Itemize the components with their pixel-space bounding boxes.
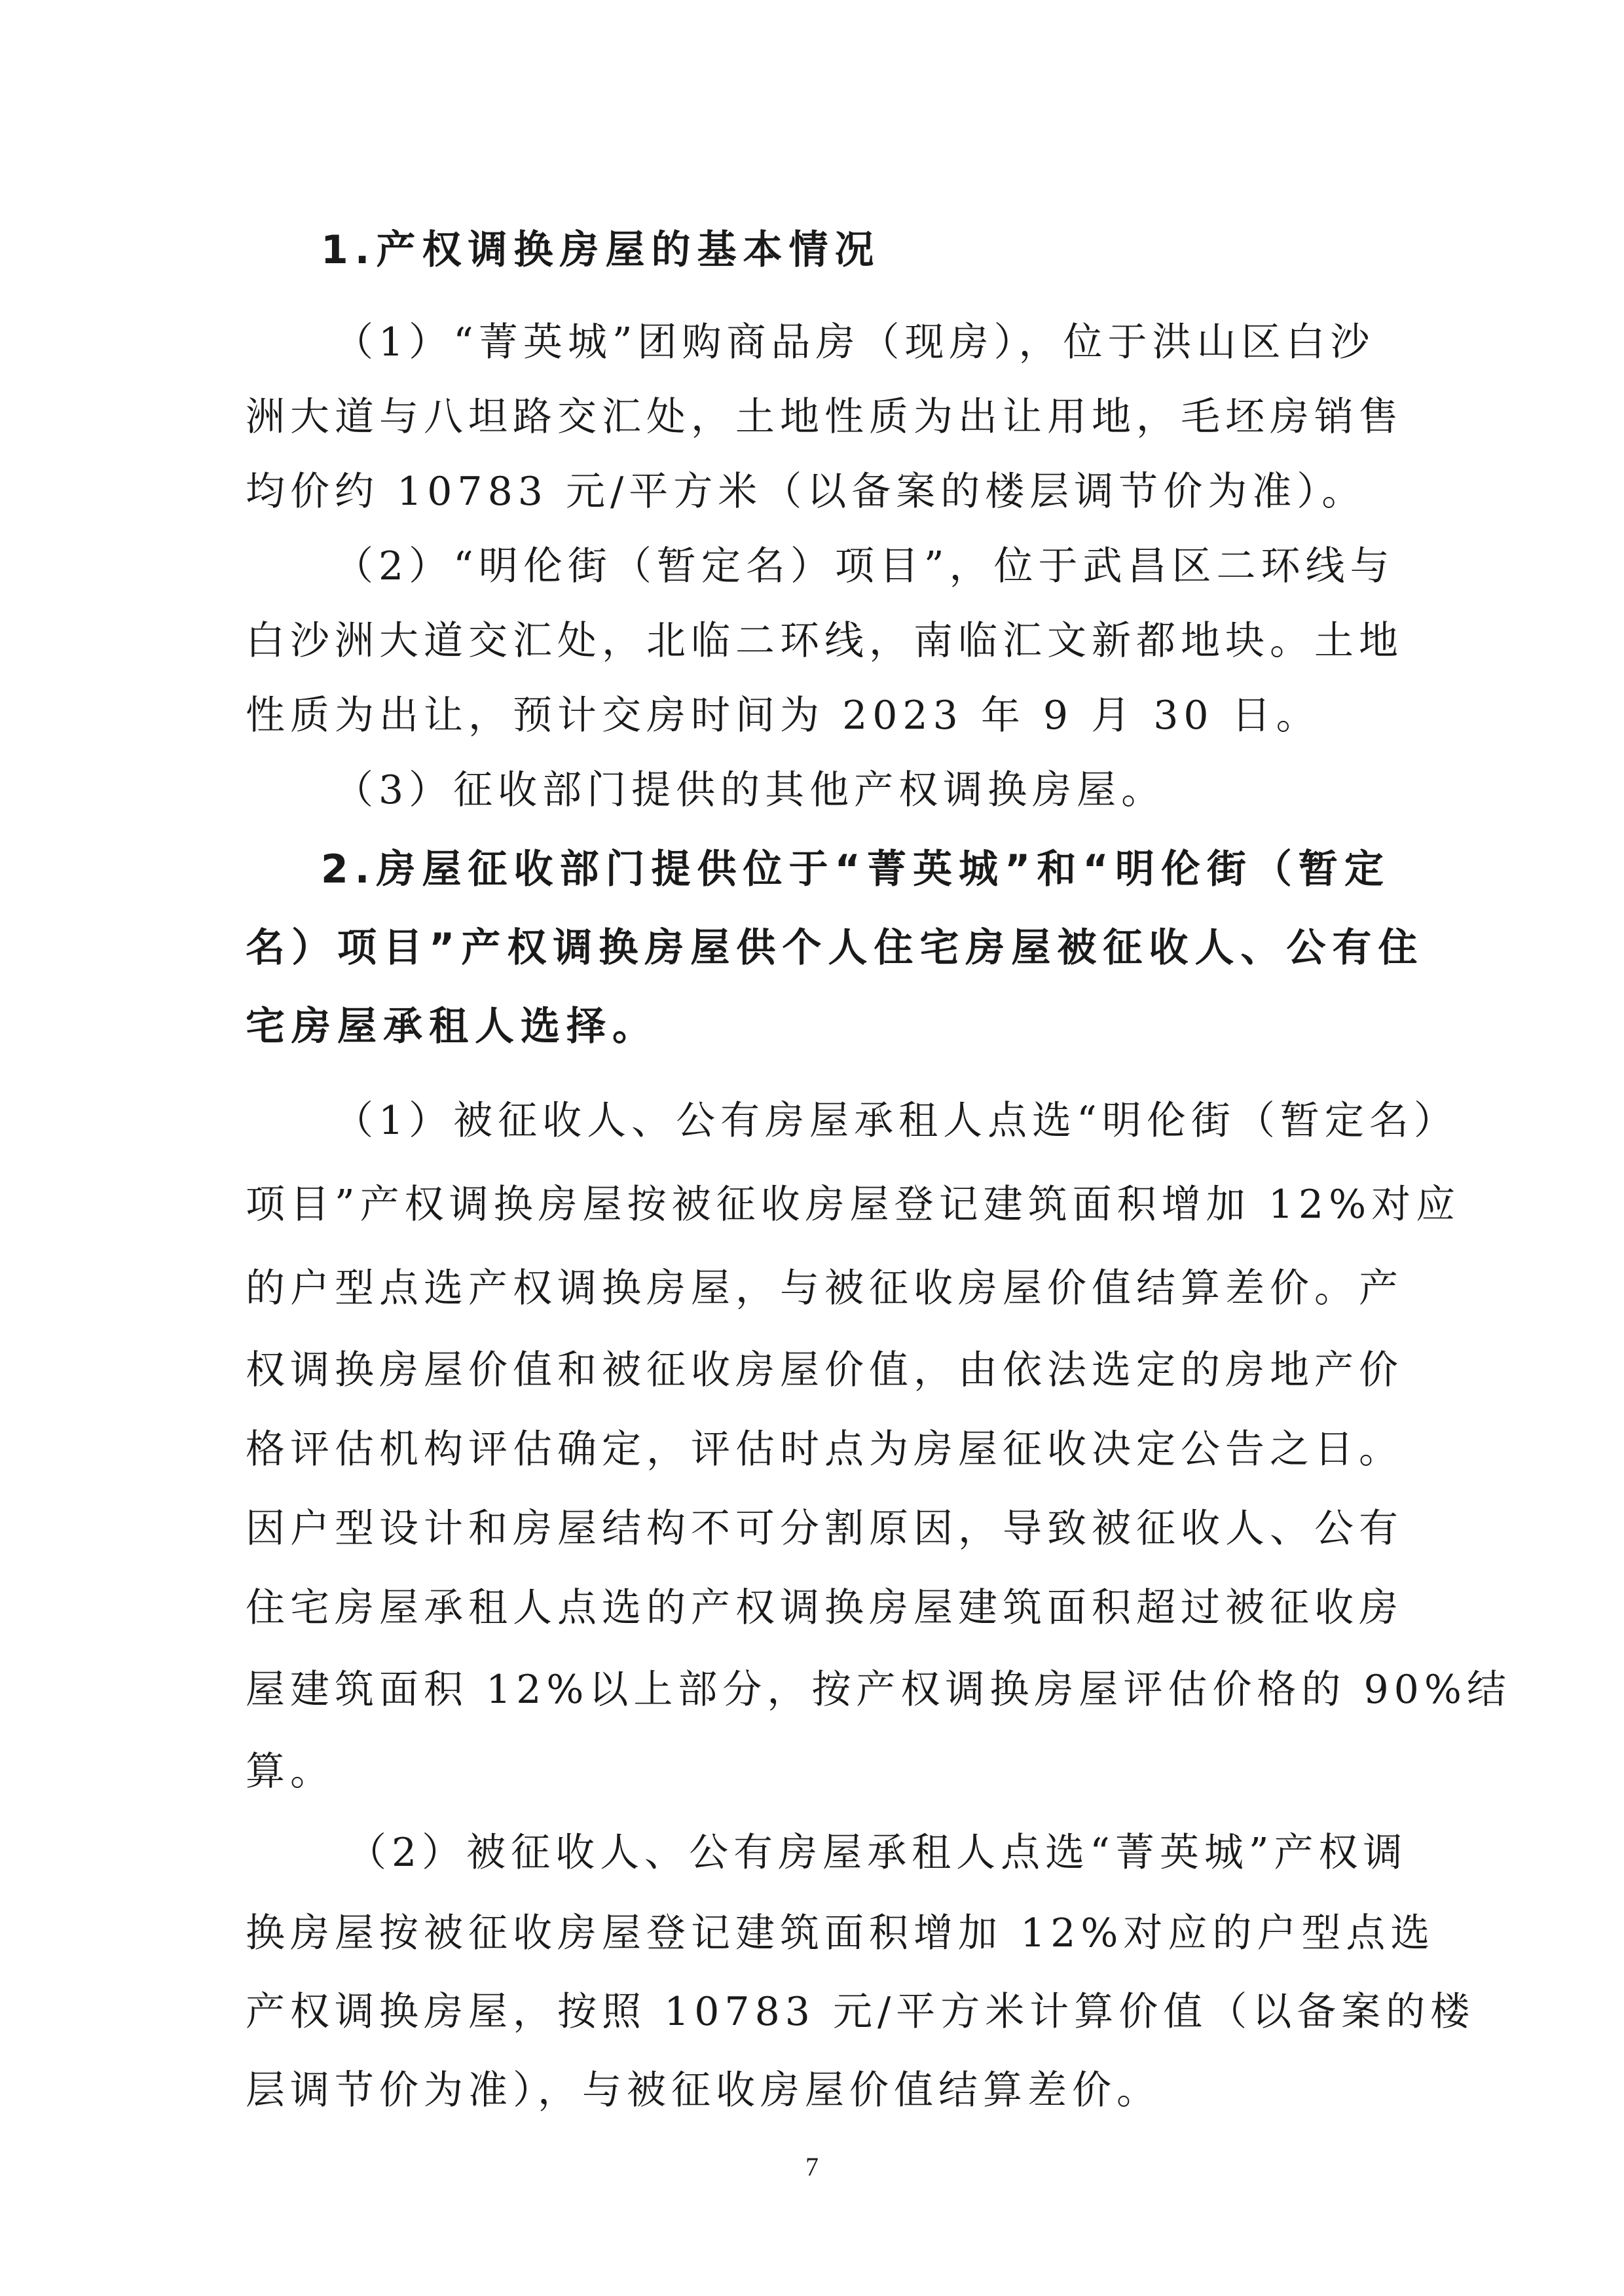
paragraph-line: 换房屋按被征收房屋登记建筑面积增加 12%对应的户型点选 [246, 1910, 1435, 1956]
section-heading-2-line: 宅房屋承租人选择。 [246, 1004, 658, 1049]
paragraph-line: （2）“明伦街（暂定名）项目”，位于武昌区二环线与 [334, 543, 1395, 589]
page-number: 7 [805, 2152, 819, 2181]
paragraph-line: 项目”产权调换房屋按被征收房屋登记建筑面积增加 12%对应 [246, 1182, 1461, 1228]
paragraph-line: 格评估机构评估确定，评估时点为房屋征收决定公告之日。 [246, 1427, 1403, 1472]
paragraph-line: （1）被征收人、公有房屋承租人点选“明伦街（暂定名） [334, 1098, 1458, 1144]
paragraph-line: （3）征收部门提供的其他产权调换房屋。 [334, 767, 1166, 813]
paragraph-line: （1）“菁英城”团购商品房（现房），位于洪山区白沙 [334, 319, 1375, 365]
paragraph-line: 屋建筑面积 12%以上部分，按产权调换房屋评估价格的 90%结 [246, 1667, 1511, 1713]
section-heading-2-line: 名）项目”产权调换房屋供个人住宅房屋被征收人、公有住 [246, 925, 1424, 971]
section-heading-2: 2.房屋征收部门提供位于“菁英城”和“明伦街（暂定 [321, 847, 1390, 892]
paragraph-line: 性质为出让，预计交房时间为 2023 年 9 月 30 日。 [246, 693, 1321, 738]
paragraph-line: 层调节价为准），与被征收房屋价值结算差价。 [246, 2068, 1161, 2113]
paragraph-line: 算。 [246, 1749, 335, 1795]
section-heading-1: 1.产权调换房屋的基本情况 [321, 227, 881, 273]
paragraph-line: 白沙洲大道交汇处，北临二环线，南临汇文新都地块。土地 [246, 618, 1403, 664]
paragraph-line: 因户型设计和房屋结构不可分割原因，导致被征收人、公有 [246, 1506, 1403, 1552]
paragraph-line: 均价约 10783 元/平方米（以备案的楼层调节价为准）。 [246, 469, 1367, 515]
paragraph-line: 的户型点选产权调换房屋，与被征收房屋价值结算差价。产 [246, 1266, 1403, 1311]
paragraph-line: 权调换房屋价值和被征收房屋价值，由依法选定的房地产价 [246, 1347, 1403, 1393]
paragraph-line: 洲大道与八坦路交汇处，土地性质为出让用地，毛坯房销售 [246, 394, 1403, 440]
paragraph-line: 产权调换房屋，按照 10783 元/平方米计算价值（以备案的楼 [246, 1989, 1475, 2035]
paragraph-line: 住宅房屋承租人点选的产权调换房屋建筑面积超过被征收房 [246, 1585, 1403, 1631]
paragraph-line: （2）被征收人、公有房屋承租人点选“菁英城”产权调 [347, 1830, 1408, 1876]
